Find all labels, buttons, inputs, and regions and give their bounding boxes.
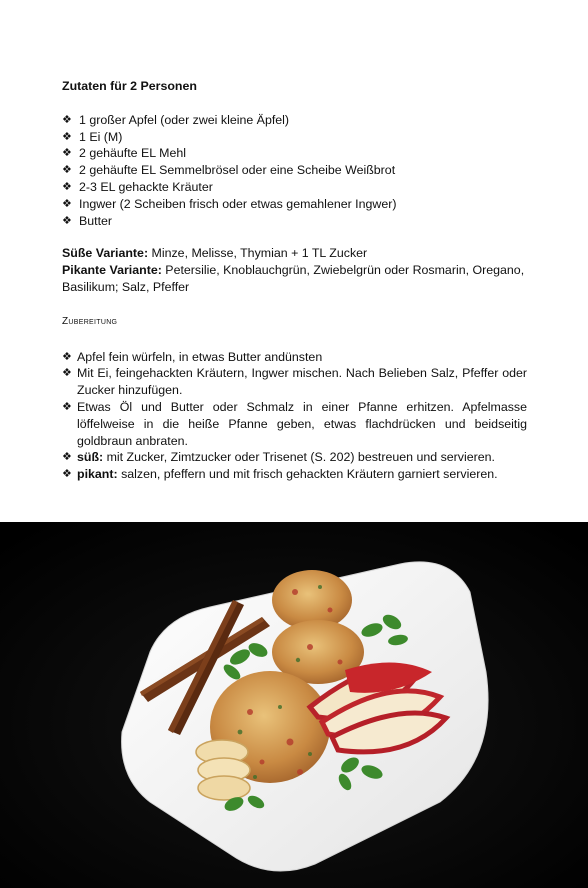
ingredient-text: 2 gehäufte EL Semmelbrösel oder eine Scheibe Weißbrot	[79, 163, 396, 178]
spicy-variant	[62, 262, 527, 296]
food-photo	[0, 522, 588, 888]
step-text: Etwas Öl und Butter oder Schmalz in einer Pfanne erhitzen. Apfelmasse löffelweise in die heiße Pfanne geben, etwas flachdrücken und beidseitig goldbraun anbraten.	[77, 399, 527, 448]
step-text: mit Zucker, Zimtzucker oder Trisenet (S. 202) bestreuen und servieren.	[103, 450, 495, 465]
list-item	[62, 179, 527, 196]
step-text: Mit Ei, feingehackten Kräutern, Ingwer mischen. Nach Belieben Salz, Pfeffer oder Zucker hinzufügen.	[77, 366, 527, 398]
bullet-icon: ❖	[62, 197, 72, 210]
bullet-icon: ❖	[62, 180, 72, 193]
spicy-variant-label: Pikante Variante:	[62, 263, 162, 278]
bullet-icon: ❖	[62, 164, 72, 177]
ingredients-list	[62, 112, 527, 230]
list-item	[62, 349, 527, 366]
bullet-icon: ❖	[62, 130, 72, 143]
list-item	[62, 365, 527, 399]
step-text: Apfel fein würfeln, in etwas Butter andünsten	[77, 349, 323, 364]
bullet-icon: ❖	[62, 147, 72, 160]
ginger-slices	[196, 740, 250, 800]
list-item	[62, 162, 527, 179]
step-label: pikant:	[77, 467, 118, 482]
bullet-icon: ❖	[62, 451, 72, 464]
sweet-variant	[62, 245, 527, 262]
bullet-icon: ❖	[62, 367, 72, 380]
step-text: salzen, pfeffern und mit frisch gehackten Kräutern garniert servieren.	[117, 467, 498, 482]
ingredient-text: 2 gehäufte EL Mehl	[79, 146, 187, 161]
step-label: süß:	[77, 450, 104, 465]
list-item	[62, 112, 527, 129]
list-item	[62, 466, 527, 483]
ingredient-text: 1 Ei (M)	[79, 129, 123, 144]
list-item	[62, 196, 527, 213]
ingredient-text: Butter	[79, 213, 113, 228]
spicy-variant-text: Petersilie, Knoblauchgrün, Zwiebelgrün oder Rosmarin, Oregano, Basilikum; Salz, Pfeffer	[62, 263, 525, 294]
ingredient-text: 2-3 EL gehackte Kräuter	[79, 179, 213, 194]
list-item	[62, 399, 527, 449]
bullet-icon: ❖	[62, 113, 72, 126]
preparation-heading: Zubereitung	[62, 315, 118, 327]
steps-list	[62, 349, 527, 483]
bullet-icon: ❖	[62, 468, 72, 481]
ingredient-text: Ingwer (2 Scheiben frisch oder etwas gemahlener Ingwer)	[79, 196, 397, 211]
bullet-icon: ❖	[62, 350, 72, 363]
ingredients-heading: Zutaten für 2 Personen	[62, 79, 197, 93]
bullet-icon: ❖	[62, 214, 72, 227]
recipe-text	[62, 78, 527, 483]
list-item	[62, 145, 527, 162]
list-item	[62, 129, 527, 146]
sweet-variant-text: Minze, Melisse, Thymian + 1 TL Zucker	[148, 246, 368, 261]
bullet-icon: ❖	[62, 400, 72, 413]
sweet-variant-label: Süße Variante:	[62, 246, 149, 261]
list-item	[62, 449, 527, 466]
ingredient-text: 1 großer Apfel (oder zwei kleine Äpfel)	[79, 112, 290, 127]
food-photo-illustration	[0, 522, 588, 888]
list-item	[62, 213, 527, 230]
